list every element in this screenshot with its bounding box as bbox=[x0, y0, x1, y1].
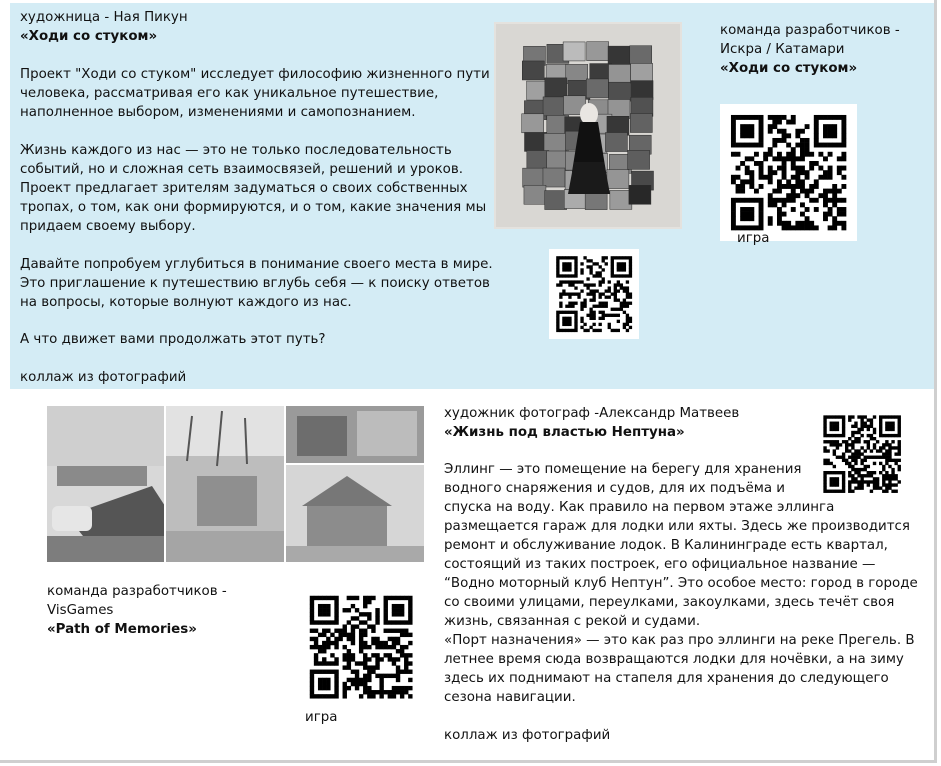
game-title-bottom: «Path of Memories» bbox=[47, 622, 197, 637]
game-title: «Ходи со стуком» bbox=[720, 61, 858, 76]
dev-team-line-2-bottom: VisGames bbox=[47, 603, 114, 618]
qr-code-game[interactable] bbox=[720, 104, 857, 241]
artist-line: художница - Ная Пикун bbox=[20, 10, 188, 25]
dev-team-line-2: Искра / Катамари bbox=[720, 42, 845, 57]
medium-label: коллаж из фотографий bbox=[20, 370, 187, 385]
description-bottom-part-1: Эллинг — это помещение на берегу для хранения водного снаряжения и судов, для их подъёма и спуска на воду. Как правило на первом этаже эллинга bbox=[444, 462, 835, 515]
description-paragraph-3: Давайте попробуем углубиться в понимание своего места в мире. Это приглашение к путешествию вглубь себя — к поиску ответов на вопросы, которые волнуют каждого из нас. bbox=[20, 257, 493, 310]
collage-photo bbox=[494, 22, 682, 229]
project-title: «Ходи со стуком» bbox=[20, 29, 158, 44]
dev-team-line-1-bottom: команда разработчиков - bbox=[47, 584, 227, 599]
project-title-bottom: «Жизнь под властью Нептуна» bbox=[444, 425, 685, 440]
description-paragraph-2: Жизнь каждого из нас — это не только последовательность событий, но и сложная сеть взаимосвязей, решений и уроков. Проект предлагает зрителям задуматься о своих собственных тропах, о том, как они формируются, и о том, какие значения мы придаем своему выбору. bbox=[20, 143, 487, 234]
qr-code-game-bottom[interactable] bbox=[300, 586, 422, 708]
qr-caption-game-bottom: игра bbox=[305, 710, 338, 725]
dev-team-line-1: команда разработчиков - bbox=[720, 23, 900, 38]
artist-line-bottom: художник фотограф -Александр Матвеев bbox=[444, 406, 740, 421]
medium-label-bottom: коллаж из фотографий bbox=[444, 728, 611, 743]
qr-code-project[interactable] bbox=[549, 249, 639, 339]
boats-photo-collage bbox=[47, 406, 424, 562]
qr-caption-game: игра bbox=[737, 231, 770, 246]
description-paragraph-4: А что движет вами продолжать этот путь? bbox=[20, 332, 326, 347]
description-bottom-part-2: размещается гараж для лодки или яхты. Здесь же производится ремонт и обслуживание лодок. В Калининграде есть квартал, состоящий из таких построек, его официальное название — “Водно моторный клуб Нептун”. Это особое место: город в городе со своими улицами, переулками, закоулками, здесь течёт своя жизнь, связанная с рекой и судами. «Порт назначения» — это как раз про эллинги на реке Прегель. В летнее время сюда возвращаются лодки для ночёвки, а на зиму здесь их поднимают на стапеля для хранения до следующего сезона навигации. bbox=[444, 519, 918, 705]
description-paragraph-1: Проект "Ходи со стуком" исследует философию жизненного пути человека, рассматривая его как уникальное путешествие, наполненное выбором, изменениями и самопознанием. bbox=[20, 67, 490, 120]
